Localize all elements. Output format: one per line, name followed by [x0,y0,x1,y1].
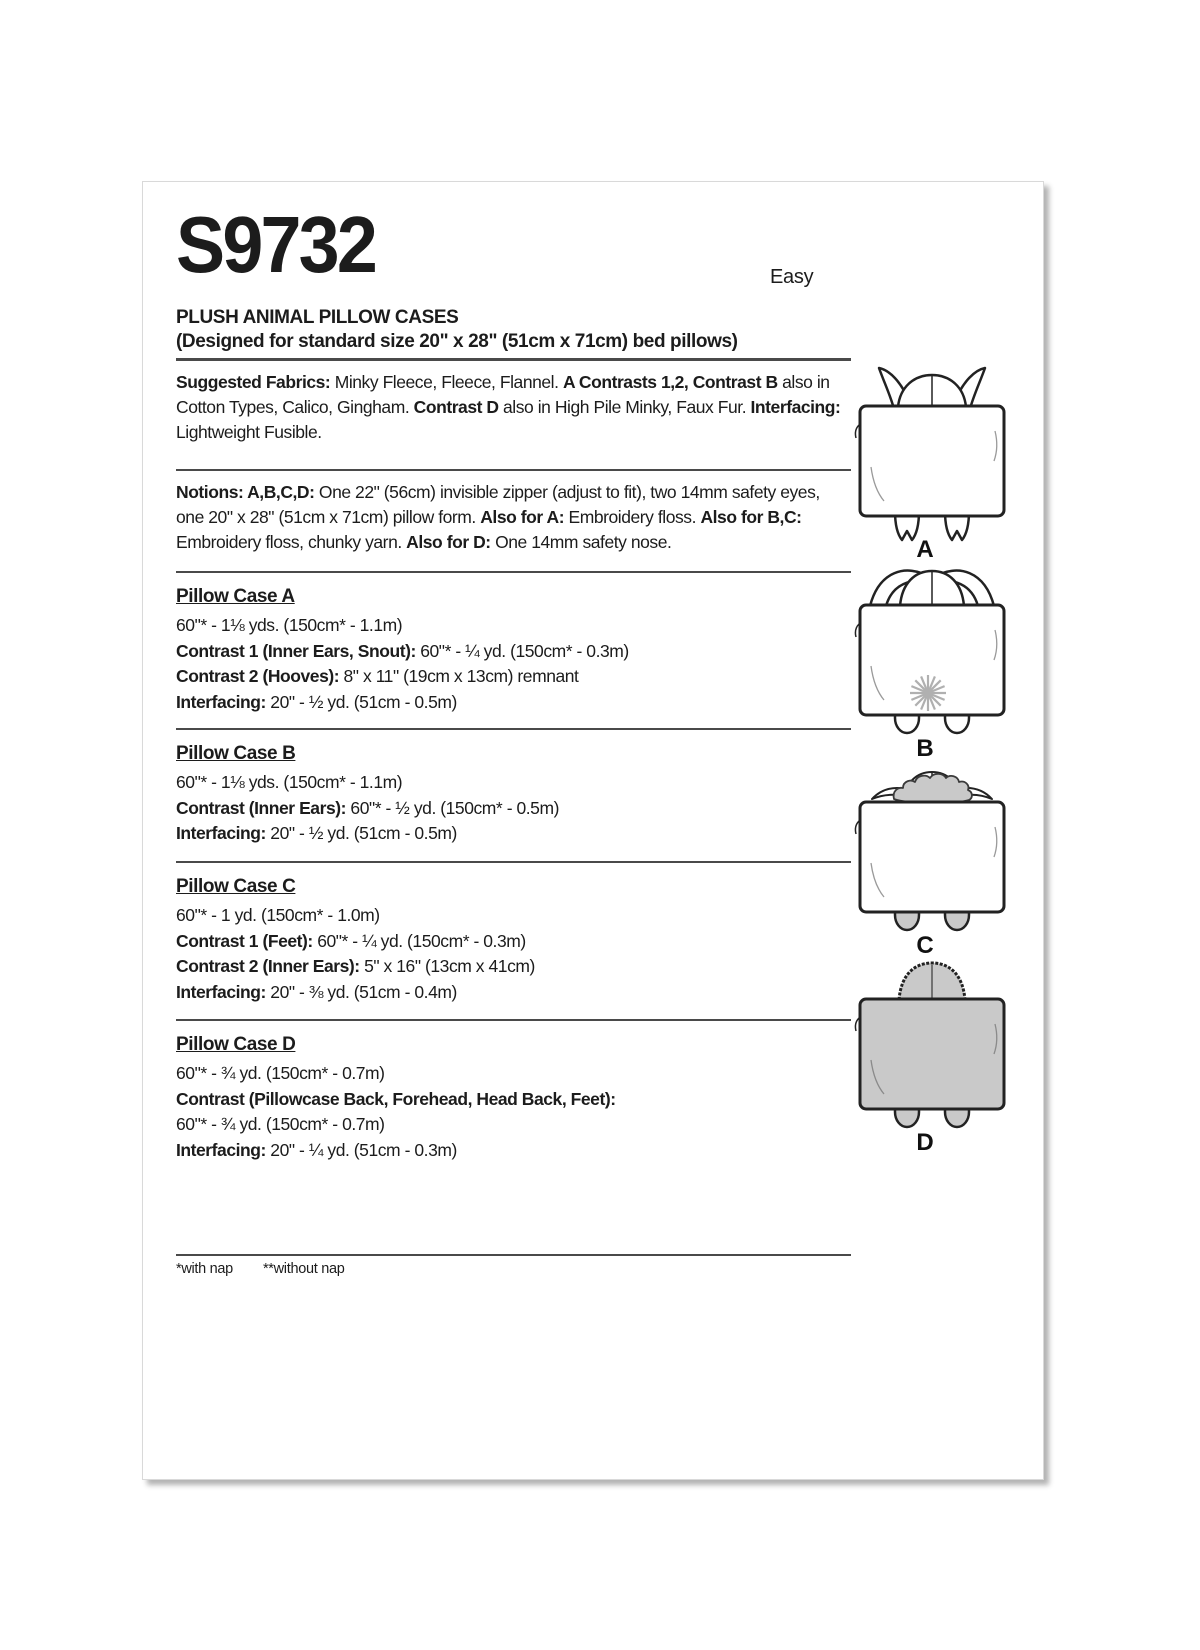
pom-pom-tail [910,675,946,711]
text-run: Also for A: [480,507,565,527]
text-run: One 22" (56cm) invisible zipper (adjust to fit), two 14mm safety eyes, [314,482,820,502]
text-run: Cotton Types, Calico, Gingham. [176,396,414,417]
text-run: Interfacing: [176,981,266,1002]
text-run: Contrast (Pillowcase Back, Forehead, Head Back, Feet): [176,1088,616,1109]
yardage-line [176,639,851,665]
text-column [176,200,851,555]
text-run: 60"* - ¼ yd. (150cm* - 0.3m) [312,930,526,951]
pig-pillow-graphic [837,361,1027,561]
divider [176,358,851,361]
pillow-body [860,406,1004,516]
paragraph-line [176,420,851,445]
yardage-line [176,1112,851,1138]
figure-label-c: C [916,932,934,957]
pillow-case-section-c [176,861,851,1005]
pillow-illustration-b [837,560,1027,760]
notions-paragraph [176,480,851,555]
figure-label-a: A [916,536,934,561]
text-run: Notions: A,B,C,D: [176,482,315,502]
text-run: 20" - ½ yd. (51cm - 0.5m) [265,691,457,712]
footnote [176,1254,851,1277]
text-run: 60"* - 1⅛ yds. (150cm* - 1.1m) [176,615,403,635]
yardage-line [176,1061,851,1087]
text-run: Contrast 1 (Inner Ears, Snout): [176,640,416,661]
paragraph-line [176,395,851,420]
yardage-line [176,1087,851,1113]
puppy-pillow-graphic [837,560,1027,760]
text-run: 5" x 16" (13cm x 41cm) [359,956,535,976]
text-run: one 20" x 28" (51cm x 71cm) pillow form. [176,507,481,527]
text-run: A Contrasts 1,2, Contrast B [562,371,778,392]
pillow-body [860,802,1004,912]
suggested-fabrics-paragraph [176,370,851,445]
page-subtitle: (Designed for standard size 20" x 28" (51cm x 71cm) bed pillows) [176,331,738,352]
text-run: Also for B,C: [700,507,802,527]
text-run: 60"* - ¼ yd. (150cm* - 0.3m) [415,640,629,661]
text-run: Minky Fleece, Fleece, Flannel. [330,371,563,392]
text-run: Contrast 2 (Hooves): [176,666,340,686]
yardage-line [176,903,851,929]
pig-ears [879,368,985,409]
text-run: Interfacing: [176,823,266,843]
yardage-line [176,1138,851,1164]
text-run: Lightweight Fusible. [176,421,322,442]
lamb-pillow-graphic [837,757,1027,957]
pillow-illustration-a [837,361,1027,561]
difficulty-label: Easy [770,266,814,288]
floppy-ears [870,571,994,606]
pattern-code: S9732 [176,200,376,289]
paragraph-line [176,530,851,555]
paragraph-line [176,370,851,395]
zipper-pull-icon [855,624,859,637]
text-run: 20" - ⅜ yd. (51cm - 0.4m) [265,981,457,1002]
paragraph-line [176,505,851,530]
text-run: Interfacing: [176,1139,266,1160]
fuzzy-mane [894,774,972,803]
pillow-body [860,999,1004,1109]
text-run: 8" x 11" (19cm x 13cm) remnant [339,666,579,686]
yardage-line [176,690,851,716]
text-run: 60"* - ¾ yd. (150cm* - 0.7m) [176,1063,385,1083]
section-heading: Pillow Case A [176,586,295,607]
text-run: 60"* - ¾ yd. (150cm* - 0.7m) [176,1114,385,1134]
page-title: PLUSH ANIMAL PILLOW CASES [176,307,459,328]
yardage-line [176,821,851,847]
text-run: 20" - ½ yd. (51cm - 0.5m) [265,823,457,843]
figure-label-b: B [916,735,934,760]
yardage-line [176,954,851,980]
yardage-line [176,796,851,822]
figure-label-d: D [916,1129,934,1154]
text-run: 20" - ¼ yd. (51cm - 0.3m) [265,1139,457,1160]
zipper-pull-icon [855,821,859,834]
text-run: 60"* - 1 yd. (150cm* - 1.0m) [176,905,380,925]
yardage-line [176,980,851,1006]
text-run: One 14mm safety nose. [490,532,672,552]
divider [176,469,851,472]
text-run: Embroidery floss, chunky yarn. [176,532,407,552]
zipper-pull-icon [855,1018,859,1031]
text-run: Contrast 1 (Feet): [176,930,313,951]
pillow-illustration-c [837,757,1027,957]
text-run: Contrast (Inner Ears): [176,797,346,818]
paragraph-line [176,480,851,505]
zipper-pull-icon [855,425,859,438]
text-run: 60"* - ½ yd. (150cm* - 0.5m) [346,797,559,818]
text-run: also in [777,371,830,392]
section-heading: Pillow Case B [176,743,296,764]
text-run: Interfacing: [750,396,841,417]
text-run: Contrast 2 (Inner Ears): [176,956,360,976]
text-run: Interfacing: [176,691,266,712]
pillow-case-section-b [176,728,851,847]
text-run: Embroidery floss. [564,507,701,527]
yardage-line [176,613,851,639]
pillow-case-section-a [176,571,851,715]
section-heading: Pillow Case D [176,1034,296,1055]
bear-pillow-graphic [837,954,1027,1154]
text-run: Also for D: [406,532,491,552]
footnote-with-nap: *with nap [176,1261,233,1277]
yardage-line [176,929,851,955]
section-heading: Pillow Case C [176,876,296,897]
pillow-case-section-d [176,1019,851,1163]
footnote-without-nap: **without nap [262,1261,345,1277]
pattern-envelope-back [142,181,1044,1480]
text-run: also in High Pile Minky, Faux Fur. [498,396,751,417]
yardage-line [176,664,851,690]
text-run: Suggested Fabrics: [176,371,331,392]
yardage-line [176,770,851,796]
text-run: Contrast D [413,396,499,417]
text-run: 60"* - 1⅛ yds. (150cm* - 1.1m) [176,772,403,792]
pillow-illustration-d [837,954,1027,1154]
